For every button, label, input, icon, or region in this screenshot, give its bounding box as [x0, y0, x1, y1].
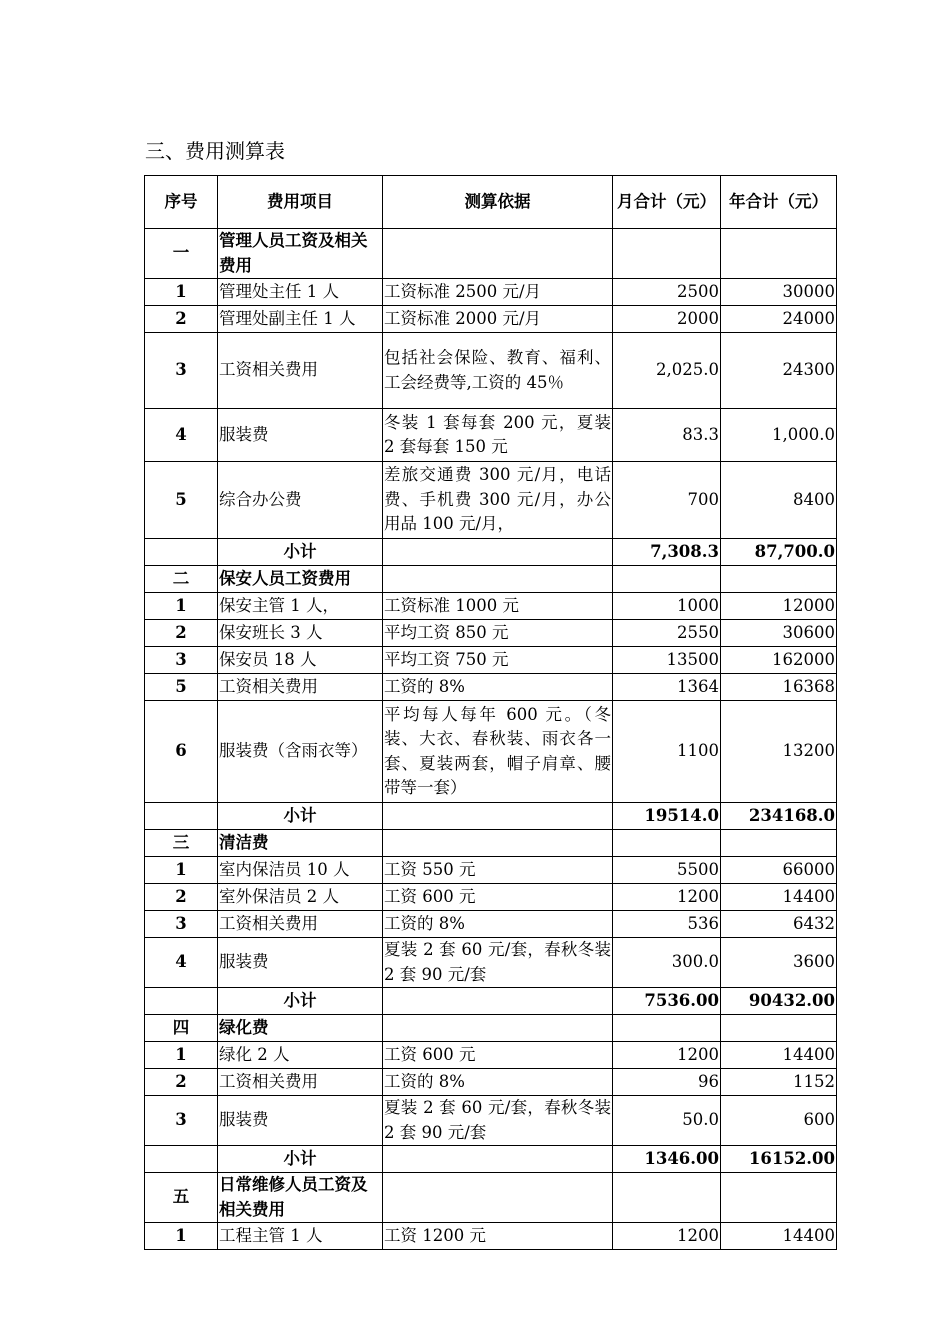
cell-monthly: 5500 — [613, 857, 721, 884]
cell-monthly: 19514.0 — [613, 803, 721, 830]
table-header-row — [145, 176, 837, 229]
cell-item: 服装费 — [218, 409, 383, 462]
subtotal-row — [145, 1146, 837, 1173]
cell-yearly: 13200 — [721, 701, 837, 803]
cell-basis: 工资 1200 元 — [383, 1223, 613, 1250]
cell-monthly: 2000 — [613, 306, 721, 333]
page-title: 三、费用测算表 — [145, 139, 285, 163]
cell-monthly: 300.0 — [613, 938, 721, 988]
cell-item: 管理处主任 1 人 — [218, 279, 383, 306]
cell-monthly — [613, 229, 721, 279]
cell-item: 服装费（含雨衣等） — [218, 701, 383, 803]
header-item: 费用项目 — [218, 176, 383, 229]
cell-monthly: 536 — [613, 911, 721, 938]
cell-yearly — [721, 830, 837, 857]
cell-monthly: 7536.00 — [613, 988, 721, 1015]
cell-monthly — [613, 1173, 721, 1223]
table-row — [145, 701, 837, 803]
cell-yearly: 87,700.0 — [721, 539, 837, 566]
section-row — [145, 229, 837, 279]
cell-basis: 工资 550 元 — [383, 857, 613, 884]
table-row — [145, 674, 837, 701]
header-yearly: 年合计（元） — [721, 176, 837, 229]
cell-yearly: 30600 — [721, 620, 837, 647]
cell-yearly — [721, 1173, 837, 1223]
cell-item: 绿化费 — [218, 1015, 383, 1042]
cell-monthly: 1200 — [613, 1042, 721, 1069]
cell-yearly: 1,000.0 — [721, 409, 837, 462]
cell-basis: 工资 600 元 — [383, 1042, 613, 1069]
header-monthly: 月合计（元） — [613, 176, 721, 229]
cell-item: 管理处副主任 1 人 — [218, 306, 383, 333]
cell-no: 3 — [145, 647, 218, 674]
cell-item: 保安人员工资费用 — [218, 566, 383, 593]
cell-yearly — [721, 1015, 837, 1042]
cell-no: 2 — [145, 1069, 218, 1096]
cell-yearly: 6432 — [721, 911, 837, 938]
cell-basis: 工资的 8% — [383, 911, 613, 938]
cell-item: 日常维修人员工资及相关费用 — [218, 1173, 383, 1223]
cell-no: 2 — [145, 306, 218, 333]
cell-monthly: 7,308.3 — [613, 539, 721, 566]
cell-yearly: 90432.00 — [721, 988, 837, 1015]
cell-item: 服装费 — [218, 938, 383, 988]
cell-item: 工资相关费用 — [218, 333, 383, 409]
section-row — [145, 1015, 837, 1042]
cell-no: 1 — [145, 279, 218, 306]
cell-item: 小计 — [218, 539, 383, 566]
subtotal-row — [145, 539, 837, 566]
cell-yearly: 16152.00 — [721, 1146, 837, 1173]
cell-no: 3 — [145, 911, 218, 938]
cell-basis — [383, 1173, 613, 1223]
cell-yearly — [721, 566, 837, 593]
cell-monthly: 1346.00 — [613, 1146, 721, 1173]
cell-yearly: 234168.0 — [721, 803, 837, 830]
cell-no: 2 — [145, 884, 218, 911]
subtotal-row — [145, 988, 837, 1015]
cell-item: 工资相关费用 — [218, 1069, 383, 1096]
table-row — [145, 593, 837, 620]
table-row — [145, 1096, 837, 1146]
cell-monthly: 1200 — [613, 884, 721, 911]
cell-item: 工程主管 1 人 — [218, 1223, 383, 1250]
cell-yearly: 24300 — [721, 333, 837, 409]
cell-item: 小计 — [218, 803, 383, 830]
cell-no — [145, 539, 218, 566]
cell-yearly: 8400 — [721, 462, 837, 539]
cell-monthly: 700 — [613, 462, 721, 539]
cell-item: 小计 — [218, 988, 383, 1015]
cell-basis: 工资标准 2500 元/月 — [383, 279, 613, 306]
table-row — [145, 333, 837, 409]
cell-no: 1 — [145, 1223, 218, 1250]
cell-basis: 冬装 1 套每套 200 元，夏装 2 套每套 150 元 — [383, 409, 613, 462]
cell-yearly: 66000 — [721, 857, 837, 884]
cell-monthly: 1200 — [613, 1223, 721, 1250]
cell-monthly: 1364 — [613, 674, 721, 701]
table-row — [145, 620, 837, 647]
header-basis: 测算依据 — [383, 176, 613, 229]
cell-monthly: 1000 — [613, 593, 721, 620]
cell-no: 五 — [145, 1173, 218, 1223]
header-no: 序号 — [145, 176, 218, 229]
cell-basis: 工资的 8% — [383, 674, 613, 701]
cell-basis — [383, 988, 613, 1015]
cell-basis: 平均工资 850 元 — [383, 620, 613, 647]
table-row — [145, 462, 837, 539]
cell-item: 综合办公费 — [218, 462, 383, 539]
cell-basis: 夏装 2 套 60 元/套，春秋冬装 2 套 90 元/套 — [383, 1096, 613, 1146]
cell-basis — [383, 539, 613, 566]
cell-item: 工资相关费用 — [218, 674, 383, 701]
table-row — [145, 911, 837, 938]
table-row — [145, 884, 837, 911]
cell-monthly: 83.3 — [613, 409, 721, 462]
cell-basis — [383, 1015, 613, 1042]
cell-basis: 平均工资 750 元 — [383, 647, 613, 674]
table-row — [145, 1223, 837, 1250]
cell-monthly: 13500 — [613, 647, 721, 674]
cell-monthly — [613, 830, 721, 857]
cell-no: 一 — [145, 229, 218, 279]
cell-no: 1 — [145, 857, 218, 884]
cell-no: 3 — [145, 333, 218, 409]
cell-monthly: 50.0 — [613, 1096, 721, 1146]
table-row — [145, 647, 837, 674]
cell-monthly: 96 — [613, 1069, 721, 1096]
subtotal-row — [145, 803, 837, 830]
table-row — [145, 938, 837, 988]
cell-no: 3 — [145, 1096, 218, 1146]
cell-no: 1 — [145, 1042, 218, 1069]
cell-item: 工资相关费用 — [218, 911, 383, 938]
cell-basis — [383, 830, 613, 857]
cell-no — [145, 988, 218, 1015]
cell-yearly: 600 — [721, 1096, 837, 1146]
cell-basis — [383, 1146, 613, 1173]
table-row — [145, 1042, 837, 1069]
cost-estimate-table — [144, 175, 837, 1250]
cell-basis: 夏装 2 套 60 元/套，春秋冬装 2 套 90 元/套 — [383, 938, 613, 988]
cell-monthly: 2550 — [613, 620, 721, 647]
cell-no: 二 — [145, 566, 218, 593]
cell-yearly: 14400 — [721, 884, 837, 911]
section-row — [145, 830, 837, 857]
cell-no: 4 — [145, 409, 218, 462]
cell-item: 保安班长 3 人 — [218, 620, 383, 647]
cell-item: 小计 — [218, 1146, 383, 1173]
cell-monthly — [613, 1015, 721, 1042]
cell-yearly: 16368 — [721, 674, 837, 701]
cell-yearly: 14400 — [721, 1042, 837, 1069]
cell-item: 室外保洁员 2 人 — [218, 884, 383, 911]
cell-no: 6 — [145, 701, 218, 803]
cell-basis — [383, 803, 613, 830]
cell-monthly: 2500 — [613, 279, 721, 306]
cell-basis: 差旅交通费 300 元/月，电话费、手机费 300 元/月，办公用品 100 元/月， — [383, 462, 613, 539]
cell-monthly — [613, 566, 721, 593]
cell-basis — [383, 229, 613, 279]
cell-item: 清洁费 — [218, 830, 383, 857]
cell-item: 管理人员工资及相关费用 — [218, 229, 383, 279]
cell-item: 室内保洁员 10 人 — [218, 857, 383, 884]
cell-yearly: 12000 — [721, 593, 837, 620]
section-row — [145, 1173, 837, 1223]
table-row — [145, 1069, 837, 1096]
cell-no: 5 — [145, 462, 218, 539]
table-row — [145, 306, 837, 333]
cell-monthly: 1100 — [613, 701, 721, 803]
cell-yearly: 1152 — [721, 1069, 837, 1096]
cell-item: 保安主管 1 人， — [218, 593, 383, 620]
cell-basis — [383, 566, 613, 593]
section-row — [145, 566, 837, 593]
cell-basis: 工资 600 元 — [383, 884, 613, 911]
cell-basis: 工资标准 1000 元 — [383, 593, 613, 620]
cell-no: 5 — [145, 674, 218, 701]
cell-yearly: 14400 — [721, 1223, 837, 1250]
cell-no: 2 — [145, 620, 218, 647]
cell-basis: 包括社会保险、教育、福利、工会经费等,工资的 45％ — [383, 333, 613, 409]
cell-yearly: 3600 — [721, 938, 837, 988]
cell-item: 服装费 — [218, 1096, 383, 1146]
table-row — [145, 279, 837, 306]
cell-yearly: 24000 — [721, 306, 837, 333]
cell-basis: 工资标准 2000 元/月 — [383, 306, 613, 333]
cell-yearly: 30000 — [721, 279, 837, 306]
cell-no: 四 — [145, 1015, 218, 1042]
cell-no — [145, 1146, 218, 1173]
cell-no: 1 — [145, 593, 218, 620]
table-row — [145, 857, 837, 884]
cell-yearly — [721, 229, 837, 279]
cell-item: 保安员 18 人 — [218, 647, 383, 674]
table-row — [145, 409, 837, 462]
cell-item: 绿化 2 人 — [218, 1042, 383, 1069]
cell-monthly: 2,025.0 — [613, 333, 721, 409]
cell-no: 4 — [145, 938, 218, 988]
cell-no — [145, 803, 218, 830]
cell-basis: 工资的 8% — [383, 1069, 613, 1096]
cell-basis: 平均每人每年 600 元。（冬装、大衣、春秋装、雨衣各一套、夏装两套，帽子肩章、腰带等一套） — [383, 701, 613, 803]
cell-yearly: 162000 — [721, 647, 837, 674]
cell-no: 三 — [145, 830, 218, 857]
